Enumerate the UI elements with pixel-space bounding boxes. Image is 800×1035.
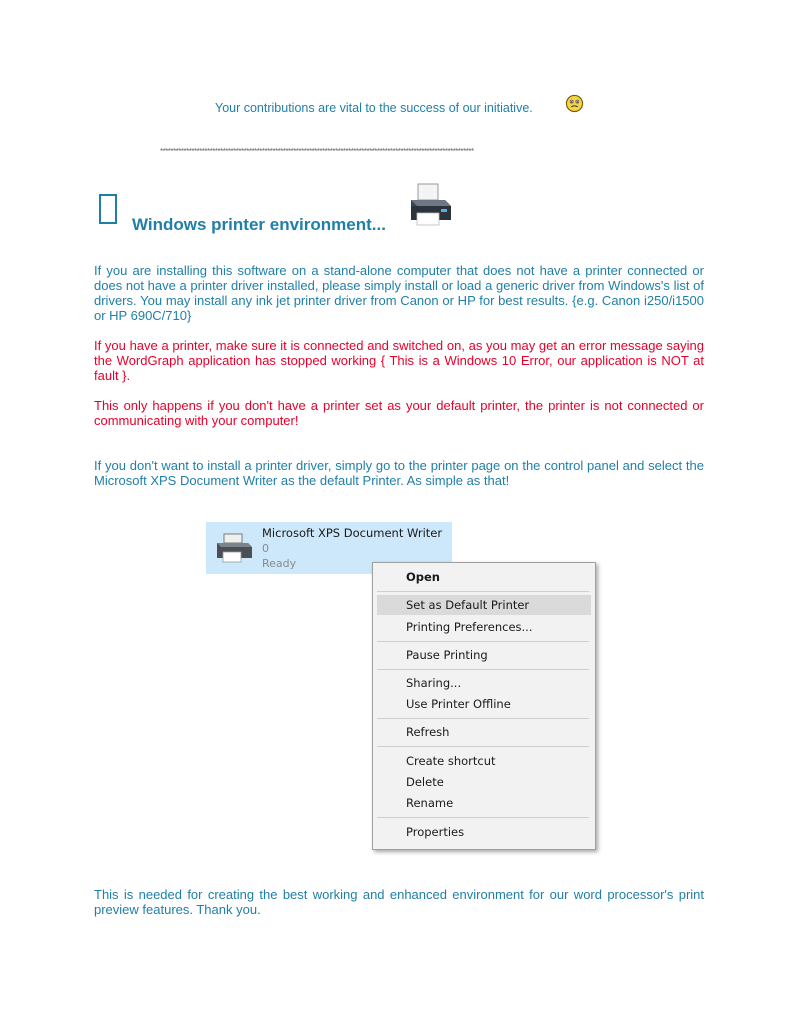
menu-separator (377, 591, 589, 592)
menu-separator (377, 817, 589, 818)
menu-item-refresh[interactable]: Refresh (406, 725, 450, 739)
paragraph-printer-warning: If you have a printer, make sure it is connected and switched on, as you may get an error message saying the WordGraph application has stopped working { This is a Windows 10 Error, our application is NOT at fault }. (94, 338, 704, 383)
menu-separator (377, 718, 589, 719)
menu-item-use-printer-offline[interactable]: Use Printer Offline (406, 697, 511, 711)
menu-item-sharing[interactable]: Sharing... (406, 676, 462, 690)
menu-item-delete[interactable]: Delete (406, 775, 444, 789)
printer-name: Microsoft XPS Document Writer (262, 526, 443, 540)
menu-item-pause-printing[interactable]: Pause Printing (406, 648, 488, 662)
printer-icon (405, 180, 455, 230)
menu-item-open[interactable]: Open (406, 570, 440, 584)
menu-separator (377, 669, 589, 670)
menu-item-properties[interactable]: Properties (406, 825, 465, 839)
paragraph-standalone-install: If you are installing this software on a stand-alone computer that does not have a printer connected or does not have a printer driver installed, please simply install or load a generic driver from Windows's list of drivers. You may install any ink jet printer driver from Canon or HP for best results. {e.g. Canon i250/i1500 or HP 690C/710} (94, 263, 704, 323)
paragraph-error-cause: This only happens if you don't have a printer set as your default printer, the printer is not connected or communicating with your computer! (94, 398, 704, 428)
contribution-note: Your contributions are vital to the success of our initiative. (215, 101, 533, 115)
menu-item-printing-preferences[interactable]: Printing Preferences... (406, 620, 533, 634)
printer-device-icon (214, 532, 254, 564)
printer-context-menu (372, 562, 596, 850)
menu-item-create-shortcut[interactable]: Create shortcut (406, 754, 496, 768)
section-heading: Windows printer environment... (132, 215, 386, 234)
separator-line: ************************************************************************************************************************ (160, 147, 474, 156)
printer-queue-count: 0 (262, 542, 269, 555)
menu-item-rename[interactable]: Rename (406, 796, 454, 810)
menu-separator (377, 641, 589, 642)
menu-item-set-default-printer[interactable]: Set as Default Printer (377, 595, 591, 615)
missing-glyph-icon (99, 194, 117, 224)
paragraph-xps-tip: If you don't want to install a printer driver, simply go to the printer page on the control panel and select the Microsoft XPS Document Writer as the default Printer. As simple as that! (94, 458, 704, 488)
paragraph-closing-note: This is needed for creating the best working and enhanced environment for our word processor's print preview features. Thank you. (94, 887, 704, 917)
smiley-icon (565, 94, 584, 113)
printer-status: Ready (262, 557, 297, 570)
menu-separator (377, 746, 589, 747)
